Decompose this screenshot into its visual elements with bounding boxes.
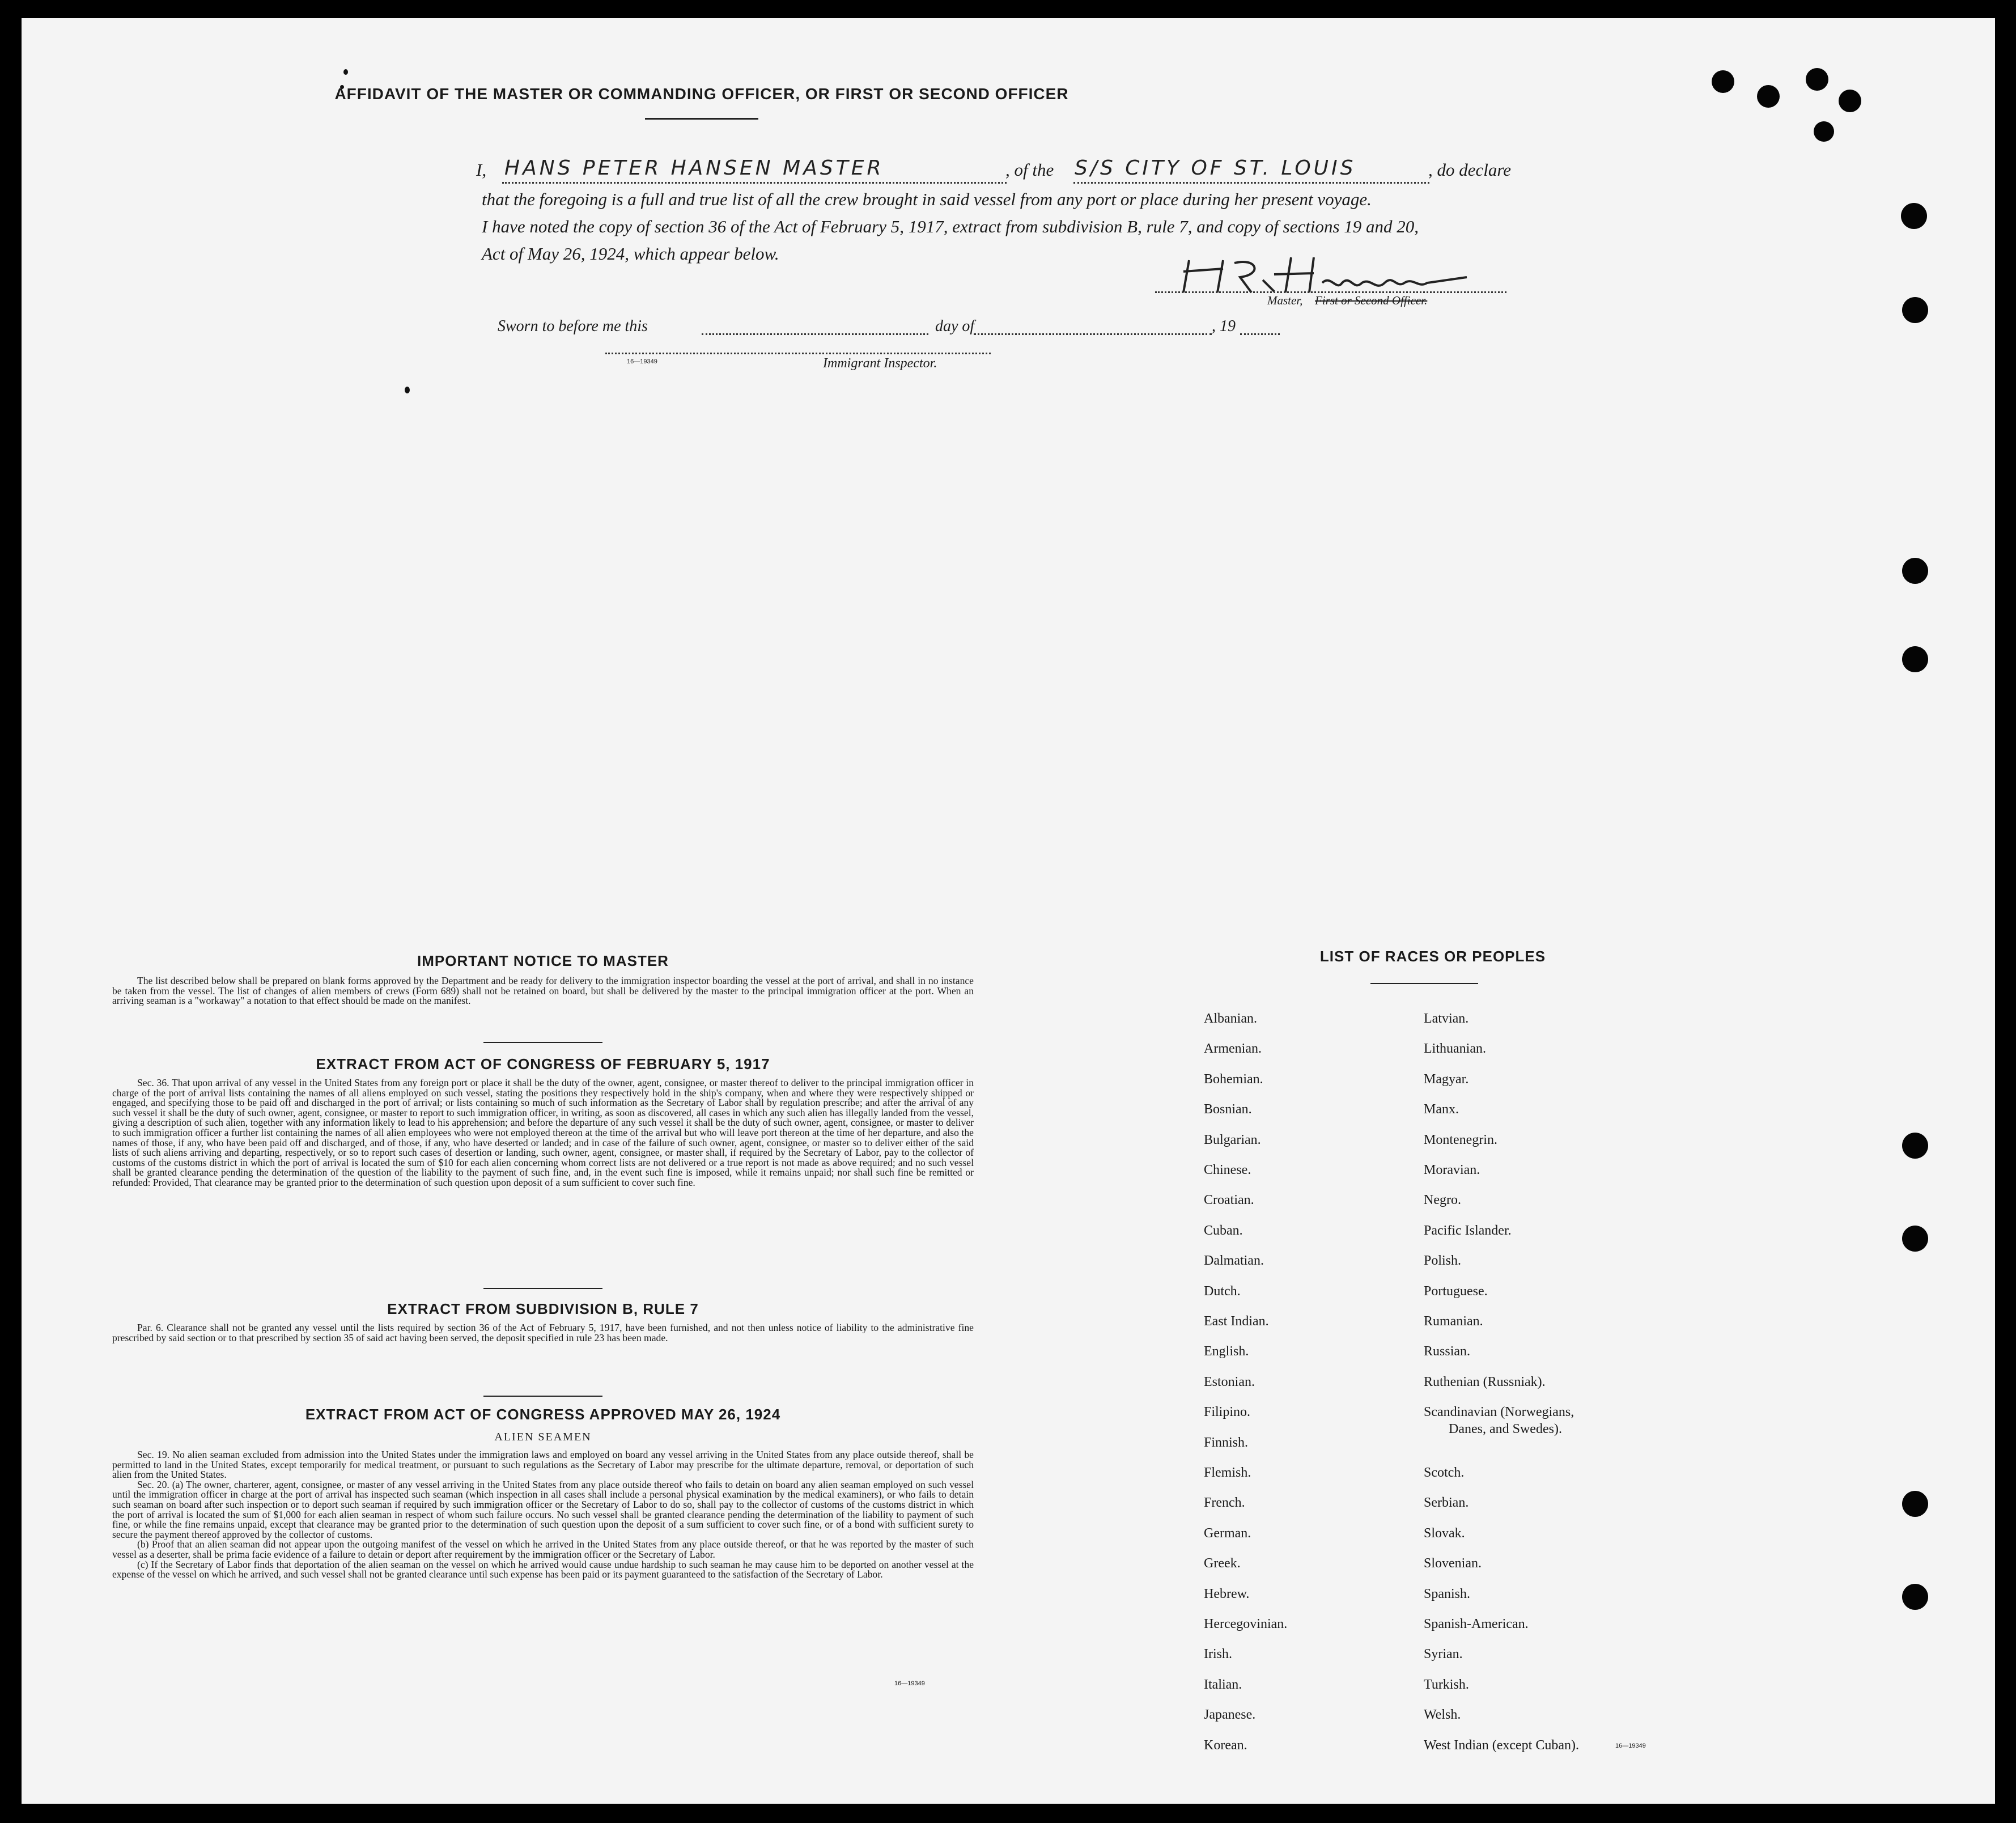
race-item: Italian. [1204,1677,1242,1692]
race-item: Pacific Islander. [1424,1223,1512,1238]
form-number-notice: 16—19349 [894,1680,925,1687]
race-item: Chinese. [1204,1163,1251,1177]
sworn-month-line [974,333,1212,335]
race-item: Slovenian. [1424,1556,1482,1571]
race-item: Greek. [1204,1556,1241,1571]
race-item: Cuban. [1204,1223,1243,1238]
declaration-line-3: I have noted the copy of section 36 of the Act of February 5, 1917, extract from subdivision B, rule 7, and copy of sections 19 and 20, [482,217,1419,236]
punch-hole [1902,1491,1928,1517]
race-item: Scotch. [1424,1465,1465,1480]
race-item: Bohemian. [1204,1071,1263,1087]
race-item: Moravian. [1424,1163,1480,1177]
punch-hole [1806,68,1828,91]
race-item: Filipino. [1204,1405,1251,1420]
sworn-mid: day of [935,317,975,335]
race-item: Rumanian. [1424,1314,1483,1329]
race-item: Ruthenian (Russniak). [1424,1374,1546,1389]
races-divider [1370,983,1478,984]
declaration-suffix: , do declare [1428,160,1512,180]
punch-hole [1902,1226,1928,1252]
extract-rule7-title: EXTRACT FROM SUBDIVISION B, RULE 7 [387,1300,699,1317]
race-item: Negro. [1424,1193,1461,1208]
race-item: East Indian. [1204,1314,1269,1329]
race-item: Hebrew. [1204,1586,1250,1601]
title-divider [645,118,758,120]
extract-rule7-paragraph: Par. 6. Clearance shall not be granted any vessel until the lists required by section 36 of the Act of February 5, 1917, have been furnished, and not then unless notice of liability to the administrative fine prescribed by said section or to that prescribed by section 35 of said act having been served, the deposit specified in rule 23 has been made. [112,1322,974,1343]
race-item: Polish. [1424,1253,1462,1269]
race-item: English. [1204,1344,1249,1359]
signature-caption-master: Master, [1267,294,1303,307]
race-item: Croatian. [1204,1193,1254,1208]
race-item: French. [1204,1495,1245,1511]
notice-paragraph: The list described below shall be prepared on blank forms approved by the Department and be ready for delivery to the immigration inspector boarding the vessel at the port of arrival, and shall in no instance be taken from the vessel. The list of changes of alien members of crews (Form 689) shall not be retained on board, but shall be delivered by the master to the principal immigration officer at the port. When an arriving seaman is a "workaway" a notation to that effect should be made on the manifest. [112,975,974,1007]
race-item: Finnish. [1204,1435,1249,1450]
race-item: Spanish-American. [1424,1617,1529,1631]
extract-1924-paragraph: Sec. 20. (a) The owner, charterer, agent, consignee, or master of any vessel arriving in the United States from any place outside thereof who fails to detain on board any alien seaman employed on such vessel until the immigration officer in charge at the port of arrival has inspected such seaman (which inspection in all cases shall include a personal physical examination by the medical examiners), or who fails to detain such seaman on board after such inspection or to deport such seaman if required by such immigration officer or the Secretary of Labor to do so, shall pay to the collector of customs of the customs district in which the port of arrival is located the sum of $1,000 for each alien seaman in respect of whom such failure occurs. No such vessel shall be granted clearance pending the determination of the liability to payment of such fine, or while the fine remains unpaid, except that clearance may be granted prior to the determination of such question upon the deposit of a sum sufficient to cover such fine, or of a bond with sufficient surety to secure the payment thereof approved by the collector of customs. [112,1478,974,1540]
extract-1924-paragraph: Sec. 19. No alien seaman excluded from admission into the United States under the immigration laws and employed on board any vessel arriving in the United States from any place outside thereof, shall be permitted to land in the United States, except temporarily for medical treatment, or pursuant to such regulations as the Secretary of Labor may prescribe for the ultimate departure, removal, or deportation of such alien from the United States. [112,1449,974,1481]
races-title: LIST OF RACES OR PEOPLES [1319,948,1546,965]
race-item: German. [1204,1525,1251,1541]
race-item: Dalmatian. [1204,1253,1264,1269]
race-item: Welsh. [1424,1707,1461,1723]
extract-1917-paragraph: Sec. 36. That upon arrival of any vessel in the United States from any foreign port or place it shall be the duty of the owner, agent, consignee, or master thereof to deliver to the principal immigration officer in charge of the port of arrival lists containing the names of all aliens employed on such vessel, stating the positions they respectively hold in the ship's company, when and where they were respectively shipped or engaged, and specifying those to be paid off and discharged in the port of arrival; or lists containing so much of such information as the Secretary of Labor shall by regulation prescribe; and after the arrival of any such vessel it shall be the duty of such owner, agent, consignee, or master to report to such immigration officer, in writing, as soon as discovered, all cases in which any such alien has illegally landed from the vessel, giving a description of such alien, together with any information likely to lead to his apprehension; and before the departure of any such vessel it shall be the duty of such owner, agent, consignee, or master to deliver to such immigration officer a further list containing the names of all alien employees who were not employed thereon at the time of the arrival but who will leave port thereon at the time of her departure, and also the names of those, if any, who have been paid off and discharged, and of those, if any, who have deserted or landed; and in case of the failure of such owner, agent, consignee, or master so to deliver either of the said lists of such aliens arriving and departing, respectively, or so to report such cases of desertion or landing, such owner, agent, consignee, or master shall, if required by the Secretary of Labor, pay to the collector of customs of the customs district in which the port of arrival is located the sum of $10 for each alien concerning whom correct lists are not delivered or a true report is not made as above required; and no such vessel shall be granted clearance pending the determination of the question of the liability to the payment of such fine, and, in the event such fine is imposed, while it remains unpaid; nor shall such fine be remitted or refunded: Provided, That clearance may be granted prior to the determination of such question upon deposit of a sum sufficient to cover such fine. [112,1077,974,1188]
notice-divider [483,1042,602,1043]
declaration-line-2: that the foregoing is a full and true list of all the crew brought in said vessel from any port or place during her present voyage. [482,189,1372,209]
race-item: Serbian. [1424,1495,1469,1511]
race-item: Syrian. [1424,1647,1463,1662]
race-item: Manx. [1424,1102,1459,1117]
extract-1924-title: EXTRACT FROM ACT OF CONGRESS APPROVED MAY 26, 1924 [305,1406,781,1423]
extract-1924-text [112,1450,974,1580]
declaration-prefix: I, [476,160,487,180]
vessel-name-line [1073,182,1429,184]
extract-1924-paragraph: (b) Proof that an alien seaman did not appear upon the outgoing manifest of the vessel on which he arrived in the United States from any place outside thereof, or that he was reported by the master of such vessel as a deserter, shall be prima facie evidence of a failure to detain or deport after requirement by the immigration officer or the Secretary of Labor. [112,1538,974,1560]
punch-hole [1757,85,1780,108]
document-page [22,18,1995,1804]
race-item: Slovak. [1424,1525,1465,1541]
race-item: Bulgarian. [1204,1132,1261,1147]
form-number-top: 16—19349 [627,358,657,365]
race-item: Hercegovinian. [1204,1617,1288,1631]
signature-caption-officer: First or Second Officer. [1315,294,1428,307]
sworn-day-line [702,333,928,335]
sworn-prefix: Sworn to before me this [498,317,648,335]
race-item: West Indian (except Cuban). [1424,1737,1579,1753]
sworn-suffix: , 19 [1212,317,1236,335]
race-item: Scandinavian (Norwegians, [1424,1405,1574,1420]
form-number-races: 16—19349 [1615,1743,1646,1749]
punch-hole [1814,121,1834,142]
punch-hole [1902,646,1928,672]
punch-hole [1901,203,1927,229]
ink-speck [405,387,410,393]
punch-hole [1902,558,1928,584]
race-item: Russian. [1424,1344,1471,1359]
vessel-name: S/S CITY OF ST. LOUIS [1075,156,1356,180]
extract-rule7-divider [483,1396,602,1397]
inspector-signature-line [605,353,991,354]
extract-1924-subtitle: ALIEN SEAMEN [494,1431,592,1443]
officer-name-line [502,182,1007,184]
sworn-year-line [1240,333,1280,335]
master-signature [1161,252,1501,297]
race-item: Latvian. [1424,1011,1469,1026]
race-item: Danes, and Swedes). [1449,1422,1562,1437]
officer-name: HANS PETER HANSEN MASTER [504,156,884,180]
race-item: Korean. [1204,1737,1247,1753]
race-item: Flemish. [1204,1465,1251,1480]
race-item: Turkish. [1424,1677,1469,1692]
punch-hole [1712,70,1734,93]
punch-hole [1839,90,1861,112]
punch-hole [1902,1584,1928,1610]
extract-1917-title: EXTRACT FROM ACT OF CONGRESS OF FEBRUARY 5, 1917 [316,1055,770,1072]
race-item: Irish. [1204,1647,1232,1662]
declaration-mid: , of the [1005,160,1054,180]
race-item: Lithuanian. [1424,1041,1486,1057]
punch-hole [1902,1133,1928,1159]
race-item: Magyar. [1424,1071,1469,1087]
extract-1917-divider [483,1288,602,1289]
race-item: Spanish. [1424,1586,1471,1601]
race-item: Albanian. [1204,1011,1257,1026]
race-item: Montenegrin. [1424,1132,1497,1147]
notice-title: IMPORTANT NOTICE TO MASTER [417,952,669,969]
notice-text [112,976,974,1006]
ink-speck [343,69,348,75]
race-item: Estonian. [1204,1374,1255,1389]
race-item: Dutch. [1204,1283,1241,1299]
race-item: Portuguese. [1424,1283,1488,1299]
declaration-line-4: Act of May 26, 1924, which appear below. [482,244,779,264]
extract-1924-paragraph: (c) If the Secretary of Labor finds that deportation of the alien seaman on the vessel on which he arrived would cause undue hardship to such seaman he may cause him to be deported on another vessel at the expense of the vessel on which he arrived, and such vessel shall not be granted clearance until such expense has been paid or its payment guaranteed to the satisfaction of the Secretary of Labor. [112,1558,974,1580]
punch-hole [1902,297,1928,323]
extract-rule7-text [112,1323,974,1343]
race-item: Bosnian. [1204,1102,1252,1117]
extract-1917-text [112,1078,974,1188]
inspector-caption: Immigrant Inspector. [823,356,937,371]
signature-line [1155,291,1506,293]
affidavit-title: AFFIDAVIT OF THE MASTER OR COMMANDING OFFICER, OR FIRST OR SECOND OFFICER [334,85,1069,103]
race-item: Armenian. [1204,1041,1262,1057]
race-item: Japanese. [1204,1707,1256,1723]
